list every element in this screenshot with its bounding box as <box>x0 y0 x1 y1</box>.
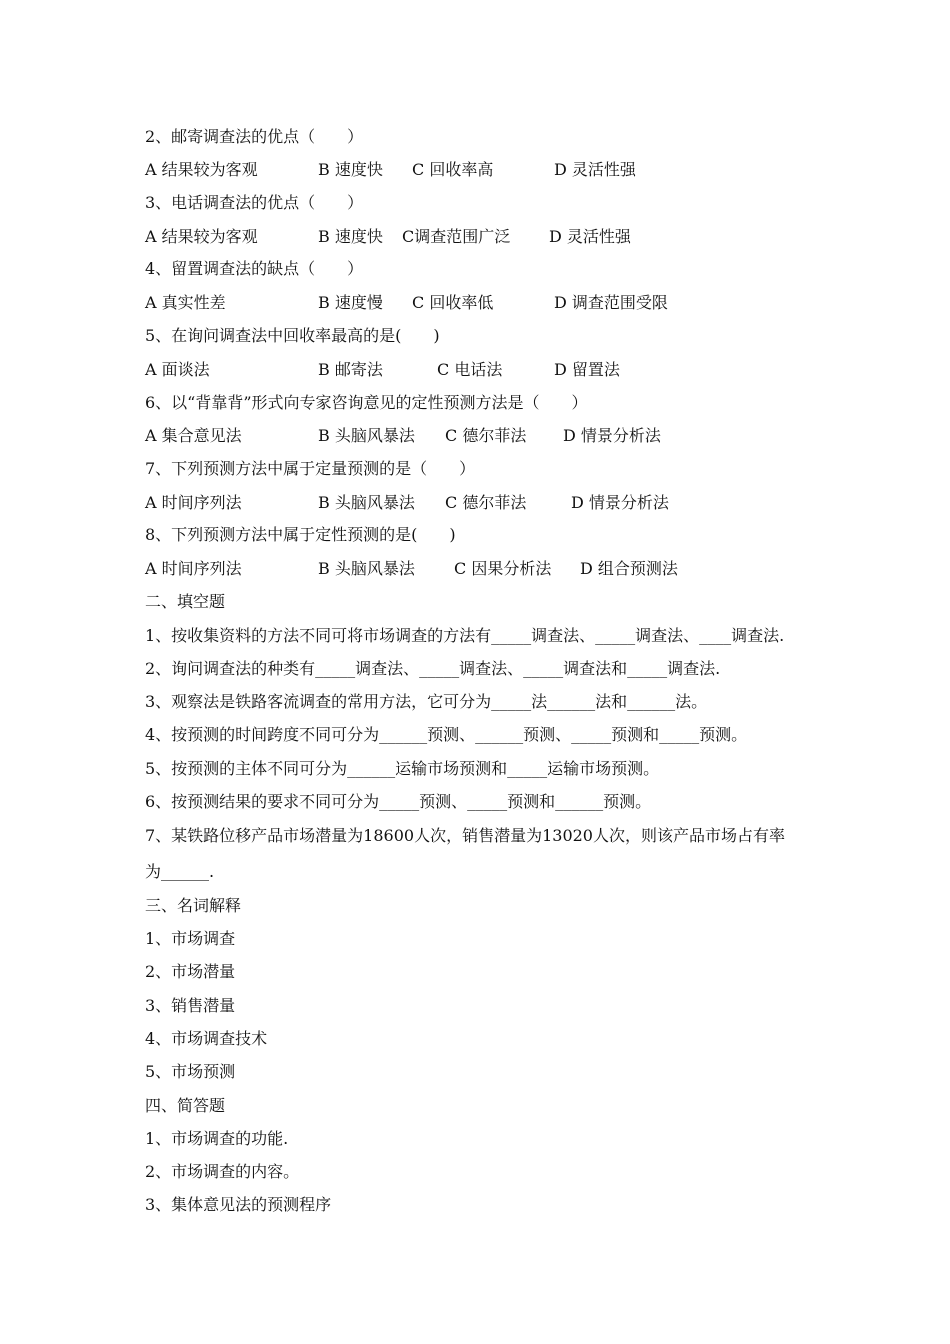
term-item: 3、销售潜量 <box>145 996 236 1015</box>
option-d: D 组合预测法 <box>580 559 678 578</box>
question-4: 4、留置调查法的缺点（ ） <box>145 259 364 278</box>
option-d: D 留置法 <box>554 360 620 379</box>
option-d: D 情景分析法 <box>571 493 669 512</box>
option-a: A 结果较为客观 <box>145 227 258 246</box>
term-item: 2、市场潜量 <box>145 962 236 981</box>
option-c: C 回收率低 <box>412 293 494 312</box>
fill-item: 2、询问调查法的种类有_____调查法、_____调查法、_____调查法和_____调查法. <box>145 659 721 678</box>
short-answer-item: 1、市场调查的功能. <box>145 1129 289 1148</box>
option-a: A 时间序列法 <box>145 559 242 578</box>
section-heading-terms: 三、名词解释 <box>145 896 242 915</box>
option-c: C 德尔菲法 <box>445 426 527 445</box>
fill-item: 1、按收集资料的方法不同可将市场调查的方法有_____调查法、_____调查法、____调查法. <box>145 626 785 645</box>
question-5: 5、在询问调查法中回收率最高的是( ) <box>145 326 440 345</box>
section-heading-short-answer: 四、简答题 <box>145 1096 226 1115</box>
option-a: A 结果较为客观 <box>145 160 258 179</box>
option-d: D 灵活性强 <box>554 160 636 179</box>
question-6: 6、以“背靠背”形式向专家咨询意见的定性预测方法是（ ） <box>145 393 588 412</box>
fill-item: 4、按预测的时间跨度不同可分为______预测、______预测、_____预测和_____预测。 <box>145 725 748 744</box>
option-a: A 面谈法 <box>145 360 210 379</box>
question-7: 7、下列预测方法中属于定量预测的是（ ） <box>145 459 476 478</box>
option-c: C调查范围广泛 <box>402 227 511 246</box>
option-c: C 因果分析法 <box>454 559 552 578</box>
question-2: 2、邮寄调查法的优点（ ） <box>145 127 364 146</box>
option-d: D 调查范围受限 <box>554 293 668 312</box>
term-item: 5、市场预测 <box>145 1062 236 1081</box>
fill-item: 5、按预测的主体不同可分为______运输市场预测和_____运输市场预测。 <box>145 759 660 778</box>
option-b: B 邮寄法 <box>318 360 383 379</box>
term-item: 1、市场调查 <box>145 929 236 948</box>
option-b: B 速度慢 <box>318 293 383 312</box>
option-d: D 情景分析法 <box>563 426 661 445</box>
short-answer-item: 2、市场调查的内容。 <box>145 1162 300 1181</box>
fill-item: 7、某铁路位移产品市场潜量为18600人次，销售潜量为13020人次，则该产品市场占有率 <box>145 826 785 845</box>
option-a: A 集合意见法 <box>145 426 242 445</box>
term-item: 4、市场调查技术 <box>145 1029 268 1048</box>
fill-item: 6、按预测结果的要求不同可分为_____预测、_____预测和______预测。 <box>145 792 652 811</box>
option-c: C 德尔菲法 <box>445 493 527 512</box>
option-b: B 速度快 <box>318 227 383 246</box>
option-b: B 头脑风暴法 <box>318 559 415 578</box>
fill-item: 3、观察法是铁路客流调查的常用方法，它可分为_____法______法和______法。 <box>145 692 708 711</box>
option-a: A 真实性差 <box>145 293 226 312</box>
option-b: B 头脑风暴法 <box>318 493 415 512</box>
option-b: B 速度快 <box>318 160 383 179</box>
option-c: C 电话法 <box>437 360 503 379</box>
option-d: D 灵活性强 <box>549 227 631 246</box>
section-heading-fill: 二、填空题 <box>145 592 226 611</box>
question-3: 3、电话调查法的优点（ ） <box>145 193 364 212</box>
option-c: C 回收率高 <box>412 160 494 179</box>
short-answer-item: 3、集体意见法的预测程序 <box>145 1195 332 1214</box>
fill-item-continuation: 为______. <box>145 862 215 881</box>
option-b: B 头脑风暴法 <box>318 426 415 445</box>
option-a: A 时间序列法 <box>145 493 242 512</box>
question-8: 8、下列预测方法中属于定性预测的是( ) <box>145 525 456 544</box>
